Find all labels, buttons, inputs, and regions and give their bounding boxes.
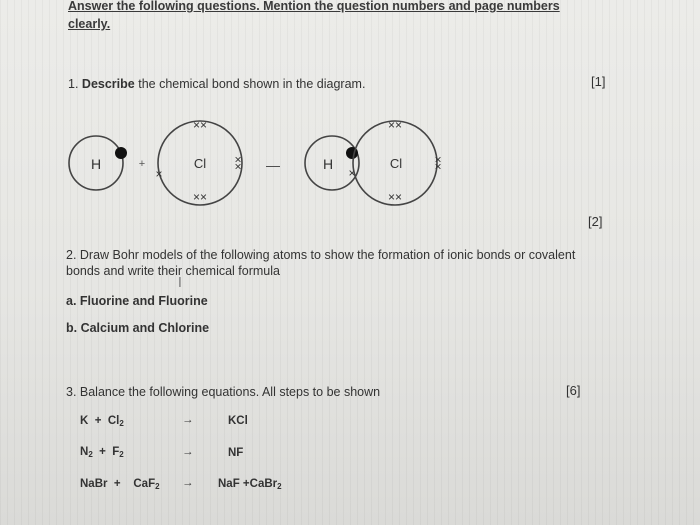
equation-2-product: NF	[228, 447, 244, 459]
equation-1-reactant-b: Cl	[107, 415, 120, 427]
question-2-part-b: b. Calcium and Chlorine	[66, 321, 210, 335]
equation-3-left	[80, 478, 160, 491]
covalent-bond-diagram	[60, 115, 480, 215]
chlorine-electrons-right: ××	[231, 155, 245, 171]
equation-1-plus: +	[94, 415, 102, 427]
equation-3-products: NaF +CaBr	[218, 478, 278, 490]
equation-3-arrow: →	[182, 477, 194, 489]
equation-3-reactant-a: NaBr	[80, 478, 108, 490]
text-cursor-icon: I	[178, 276, 182, 291]
question-1-second-marks: [2]	[588, 214, 603, 229]
instructions	[68, 0, 560, 33]
question-2-line-2: bonds and write their chemical formula	[66, 264, 280, 278]
equation-2-reactant-a-subscript: 2	[88, 450, 93, 459]
chlorine-bonded-electrons-top: ××	[387, 118, 403, 132]
question-2-part-a: a. Fluorine and Fluorine	[66, 294, 208, 308]
equation-2-reactant-b-subscript: 2	[119, 450, 124, 459]
instructions-line-2: clearly.	[68, 17, 111, 31]
question-3: 3. Balance the following equations. All steps to be shown	[66, 385, 381, 399]
equation-3-plus: +	[113, 478, 121, 490]
chlorine-electrons-bottom: ××	[192, 190, 208, 204]
equation-2-reactant-a: N	[80, 446, 89, 458]
equation-3-products-subscript: 2	[277, 482, 282, 491]
instructions-line-1: Answer the following questions. Mention the question numbers and page numbers	[68, 0, 560, 13]
equation-1-reactant-b-subscript: 2	[119, 419, 124, 428]
question-1	[68, 77, 365, 91]
equation-2-arrow: →	[182, 446, 194, 458]
question-1-marks: [1]	[591, 74, 606, 89]
equation-3-product	[218, 478, 282, 491]
equation-2-left	[80, 446, 124, 459]
chlorine-label: Cl	[193, 156, 207, 171]
chlorine-electron-left: ×	[155, 167, 163, 181]
equation-1-left	[80, 415, 124, 428]
equation-3-reactant-b-subscript: 2	[155, 482, 160, 491]
bond-dash: —	[266, 157, 280, 173]
hydrogen-label: H	[90, 156, 102, 172]
plus-sign: +	[138, 158, 146, 170]
equation-1-arrow: →	[182, 414, 194, 426]
equation-2-plus: +	[99, 446, 106, 458]
equation-2-reactant-b: F	[112, 446, 120, 458]
chlorine-bonded-electrons-right: ××	[431, 155, 445, 171]
question-1-text: the chemical bond shown in the diagram.	[138, 77, 366, 91]
question-2-line-1: 2. Draw Bohr models of the following atoms to show the formation of ionic bonds or covalent	[66, 248, 576, 262]
question-1-number: 1.	[68, 77, 79, 91]
hydrogen-electron-dot	[115, 147, 127, 159]
equation-1-product: KCl	[228, 415, 248, 427]
question-1-verb: Describe	[81, 77, 135, 91]
chlorine-label-bonded: Cl	[389, 156, 403, 171]
question-3-marks: [6]	[566, 383, 581, 398]
equation-1-reactant-a: K	[80, 415, 89, 427]
chlorine-electrons-top: ××	[192, 118, 208, 132]
equation-3-reactant-b: CaF	[133, 478, 156, 490]
shared-electron-cross: ×	[348, 166, 356, 180]
hydrogen-label-bonded: H	[322, 156, 334, 172]
chlorine-bonded-electrons-bottom: ××	[387, 190, 403, 204]
